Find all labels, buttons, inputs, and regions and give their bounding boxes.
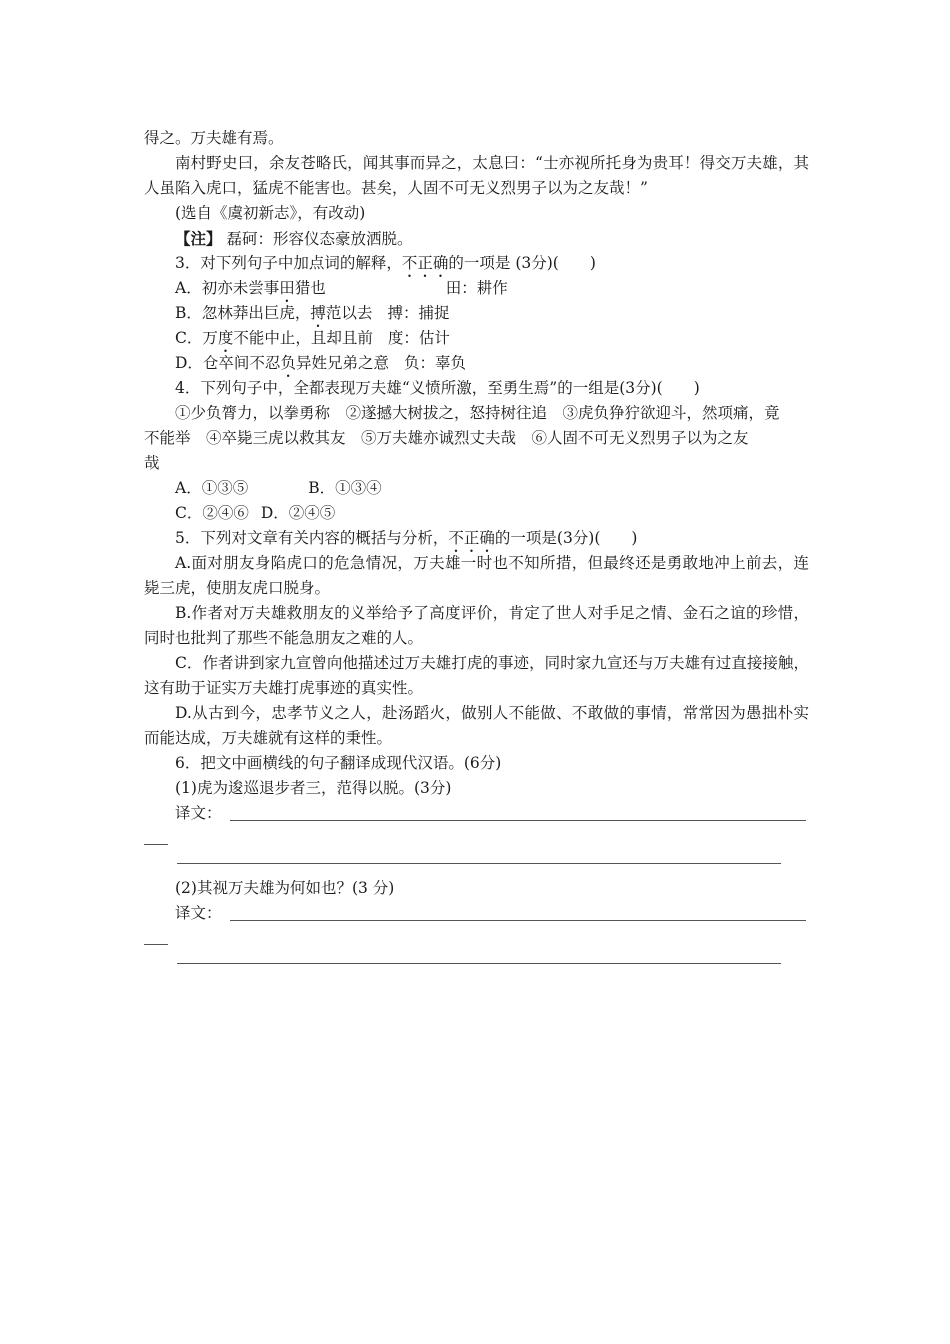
answer-line-stub <box>144 944 168 945</box>
passage-source: (选自《虞初新志》，有改动) <box>175 204 366 222</box>
q5-option-b: B.作者对万夫雄救朋友的义举给予了高度评价，肯定了世人对手足之情、金石之谊的珍惜，同时也批判了那些不能急朋友之难的人。 <box>144 604 809 647</box>
q4-items-line3: 哉 <box>144 454 160 472</box>
q5-dotted-word: 不正确 <box>448 529 495 547</box>
q3-option-d: D．仓卒间不忍负异姓兄弟之意 负：辜负 <box>175 354 466 372</box>
q6-sub1: (1)虎为逡巡退步者三，范得以脱。(3分) <box>175 779 452 797</box>
q5-option-d: D.从古到今，忠孝节义之人，赴汤蹈火，做别人不能做、不敢做的事情，常常因为愚拙朴实而能达成，万夫雄就有这样的秉性。 <box>144 704 809 747</box>
note-text: 磊砢：形容仪态豪放洒脱。 <box>226 230 413 248</box>
q6-stem: 6．把文中画横线的句子翻译成现代汉语。(6分) <box>175 754 502 772</box>
q5-option-a: A.面对朋友身陷虎口的危急情况，万夫雄一时也不知所措，但最终还是勇敢地冲上前去，连毙三虎，使朋友虎口脱身。 <box>144 554 809 597</box>
answer-field-1-cont[interactable] <box>144 826 809 851</box>
q3-option-c: C．万度不能中止，且却且前 度：估计 <box>175 329 450 347</box>
answer-field-1[interactable] <box>144 801 809 826</box>
passage-note <box>144 226 809 251</box>
q4-option-c: C．②④⑥ <box>175 504 249 522</box>
answer-field-1-line2[interactable] <box>144 851 809 876</box>
answer-line <box>230 920 806 921</box>
answer-line <box>177 963 781 964</box>
answer-label-1: 译文： <box>175 804 222 822</box>
q3-dotted-word: 不正确 <box>401 254 449 272</box>
q3-option-a: A．初亦未尝事田猎也 田：耕作 <box>175 279 508 297</box>
q4-options-ab <box>144 476 809 501</box>
passage-tail-line: 得之。万夫雄有焉。 <box>144 129 284 147</box>
answer-line <box>177 863 781 864</box>
answer-line-stub <box>144 844 168 845</box>
q4-items-line1: ①少负膂力，以拳勇称 ②遂撼大树拔之，怒持树往追 ③虎负狰狞欲迎斗，然项痛，竟 <box>175 404 780 422</box>
answer-line <box>230 820 806 821</box>
answer-label-2: 译文： <box>175 904 222 922</box>
q4-stem: 4．下列句子中，全都表现万夫雄“义愤所激，至勇生焉”的一组是(3分)( ) <box>175 379 700 397</box>
answer-field-2[interactable] <box>144 901 809 926</box>
passage-commentary: 南村野史曰，余友苍略氏，闻其事而异之，太息曰：“士亦视所托身为贵耳！得交万夫雄，其人虽陷入虎口，猛虎不能害也。甚矣，人固不可无义烈男子以为之友哉！” <box>144 154 809 197</box>
answer-field-2-line2[interactable] <box>144 951 809 976</box>
q4-option-d: D．②④⑤ <box>260 504 336 522</box>
q4-options-cd <box>144 501 809 526</box>
q4-items-line2: 不能举 ④卒毙三虎以救其友 ⑤万夫雄亦诚烈丈夫哉 ⑥人固不可无义烈男子以为之友 <box>144 429 749 447</box>
q4-option-a: A．①③⑤ <box>175 479 249 497</box>
q3-option-b: B．忽林莽出巨虎，搏范以去 搏：捕捉 <box>175 304 450 322</box>
q5-option-c: C．作者讲到家九宣曾向他描述过万夫雄打虎的事迹，同时家九宣还与万夫雄有过直接接触，这有助于证实万夫雄打虎事迹的真实性。 <box>144 654 809 697</box>
answer-field-2-cont[interactable] <box>144 926 809 951</box>
q5-stem: 5．下列对文章有关内容的概括与分析，不正确的一项是(3分)( ) <box>175 529 638 547</box>
document-page <box>144 126 809 976</box>
note-tag: 【注】 <box>175 229 222 248</box>
q3-stem: 3．对下列句子中加点词的解释，不正确的一项是 (3分)( ) <box>175 254 596 272</box>
q4-option-b: B．①③④ <box>308 479 382 497</box>
q6-sub2: (2)其视万夫雄为何如也？(3 分) <box>175 879 395 897</box>
